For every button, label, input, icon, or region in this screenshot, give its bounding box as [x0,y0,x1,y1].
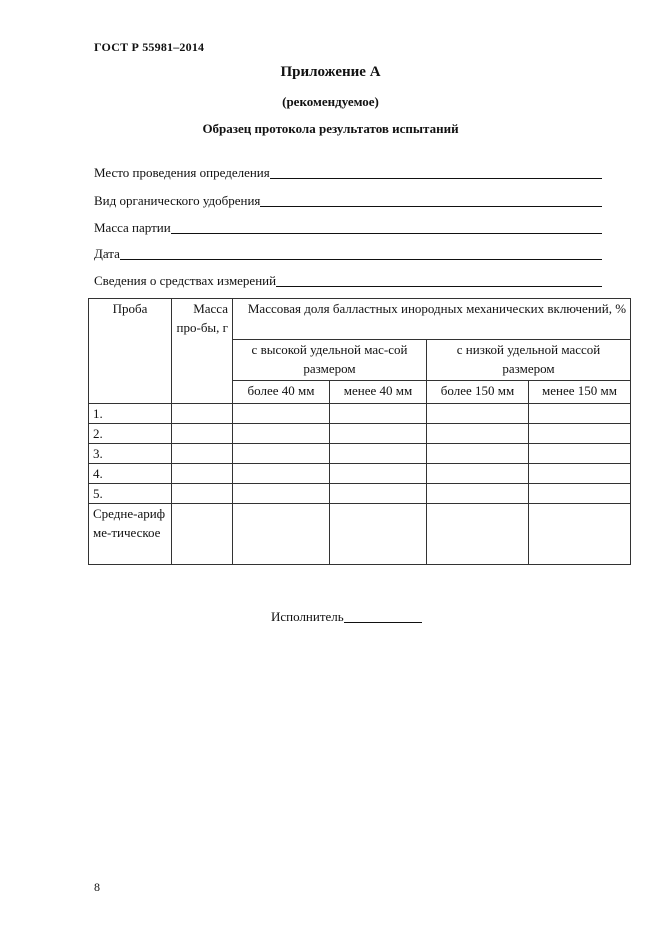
table-cell[interactable] [427,444,529,464]
field-date-line[interactable] [120,246,602,260]
field-location-label: Место проведения определения [94,165,270,180]
col-mass-header: Масса про-бы, г [172,299,233,404]
table-cell[interactable] [172,504,233,565]
field-batch-mass-label: Масса партии [94,220,171,235]
executor-signature[interactable] [271,609,422,625]
field-date[interactable] [94,244,602,262]
table-cell[interactable] [330,424,427,444]
field-batch-mass[interactable] [94,218,602,236]
field-instruments[interactable] [94,271,602,289]
table-cell[interactable] [172,444,233,464]
table-cell[interactable] [529,484,631,504]
size-col-header: менее 150 мм [529,381,631,404]
table-cell[interactable] [330,504,427,565]
table-row [89,444,631,464]
table-cell[interactable] [529,444,631,464]
sample-number: 5. [89,484,172,504]
table-row [89,424,631,444]
table-row [89,484,631,504]
field-instruments-line[interactable] [276,273,602,287]
annex-caption: Образец протокола результатов испытаний [202,121,459,136]
col-sample-header: Проба [89,299,172,404]
table-cell[interactable] [172,484,233,504]
table-cell[interactable] [330,464,427,484]
field-instruments-label: Сведения о средствах измерений [94,273,277,288]
table-row [89,404,631,424]
table-header-row [89,299,631,340]
table-cell[interactable] [330,444,427,464]
table-cell[interactable] [172,464,233,484]
table-cell[interactable] [529,504,631,565]
field-fertilizer-type-line[interactable] [260,193,602,207]
size-col-header: более 40 мм [233,381,330,404]
table-cell[interactable] [172,404,233,424]
table-cell[interactable] [233,404,330,424]
table-cell[interactable] [330,484,427,504]
results-table [88,298,631,565]
sample-number: 4. [89,464,172,484]
field-batch-mass-line[interactable] [171,220,602,234]
table-cell[interactable] [427,464,529,484]
page-number: 8 [94,880,100,894]
field-fertilizer-type[interactable] [94,191,602,209]
table-cell[interactable] [172,424,233,444]
table-cell[interactable] [427,404,529,424]
table-cell[interactable] [233,464,330,484]
field-fertilizer-type-label: Вид органического удобрения [94,193,261,208]
table-cell[interactable] [427,424,529,444]
table-cell[interactable] [233,484,330,504]
group-low-density-header: с низкой удельной массой размером [427,340,631,381]
size-col-header: менее 40 мм [330,381,427,404]
group-high-density-header: с высокой удельной мас-сой размером [233,340,427,381]
table-cell[interactable] [427,504,529,565]
table-cell[interactable] [427,484,529,504]
table-cell[interactable] [529,464,631,484]
annex-subtitle: (рекомендуемое) [282,94,379,109]
annex-title: Приложение А [280,64,381,80]
executor-line[interactable] [344,609,422,623]
sample-number: 1. [89,404,172,424]
table-row [89,464,631,484]
sample-number: 3. [89,444,172,464]
table-cell[interactable] [330,404,427,424]
table-cell[interactable] [529,404,631,424]
field-location[interactable] [94,163,602,181]
average-label: Средне-ариф ме-тическое [89,504,172,565]
field-location-line[interactable] [270,165,602,179]
table-cell[interactable] [233,424,330,444]
table-cell[interactable] [233,444,330,464]
table-cell[interactable] [529,424,631,444]
table-cell[interactable] [233,504,330,565]
col-fraction-header: Массовая доля балластных инородных механических включений, % [233,299,631,340]
size-col-header: более 150 мм [427,381,529,404]
executor-label: Исполнитель [271,609,344,624]
sample-number: 2. [89,424,172,444]
standard-code: ГОСТ Р 55981–2014 [94,40,205,54]
table-average-row [89,504,631,565]
field-date-label: Дата [94,246,120,261]
